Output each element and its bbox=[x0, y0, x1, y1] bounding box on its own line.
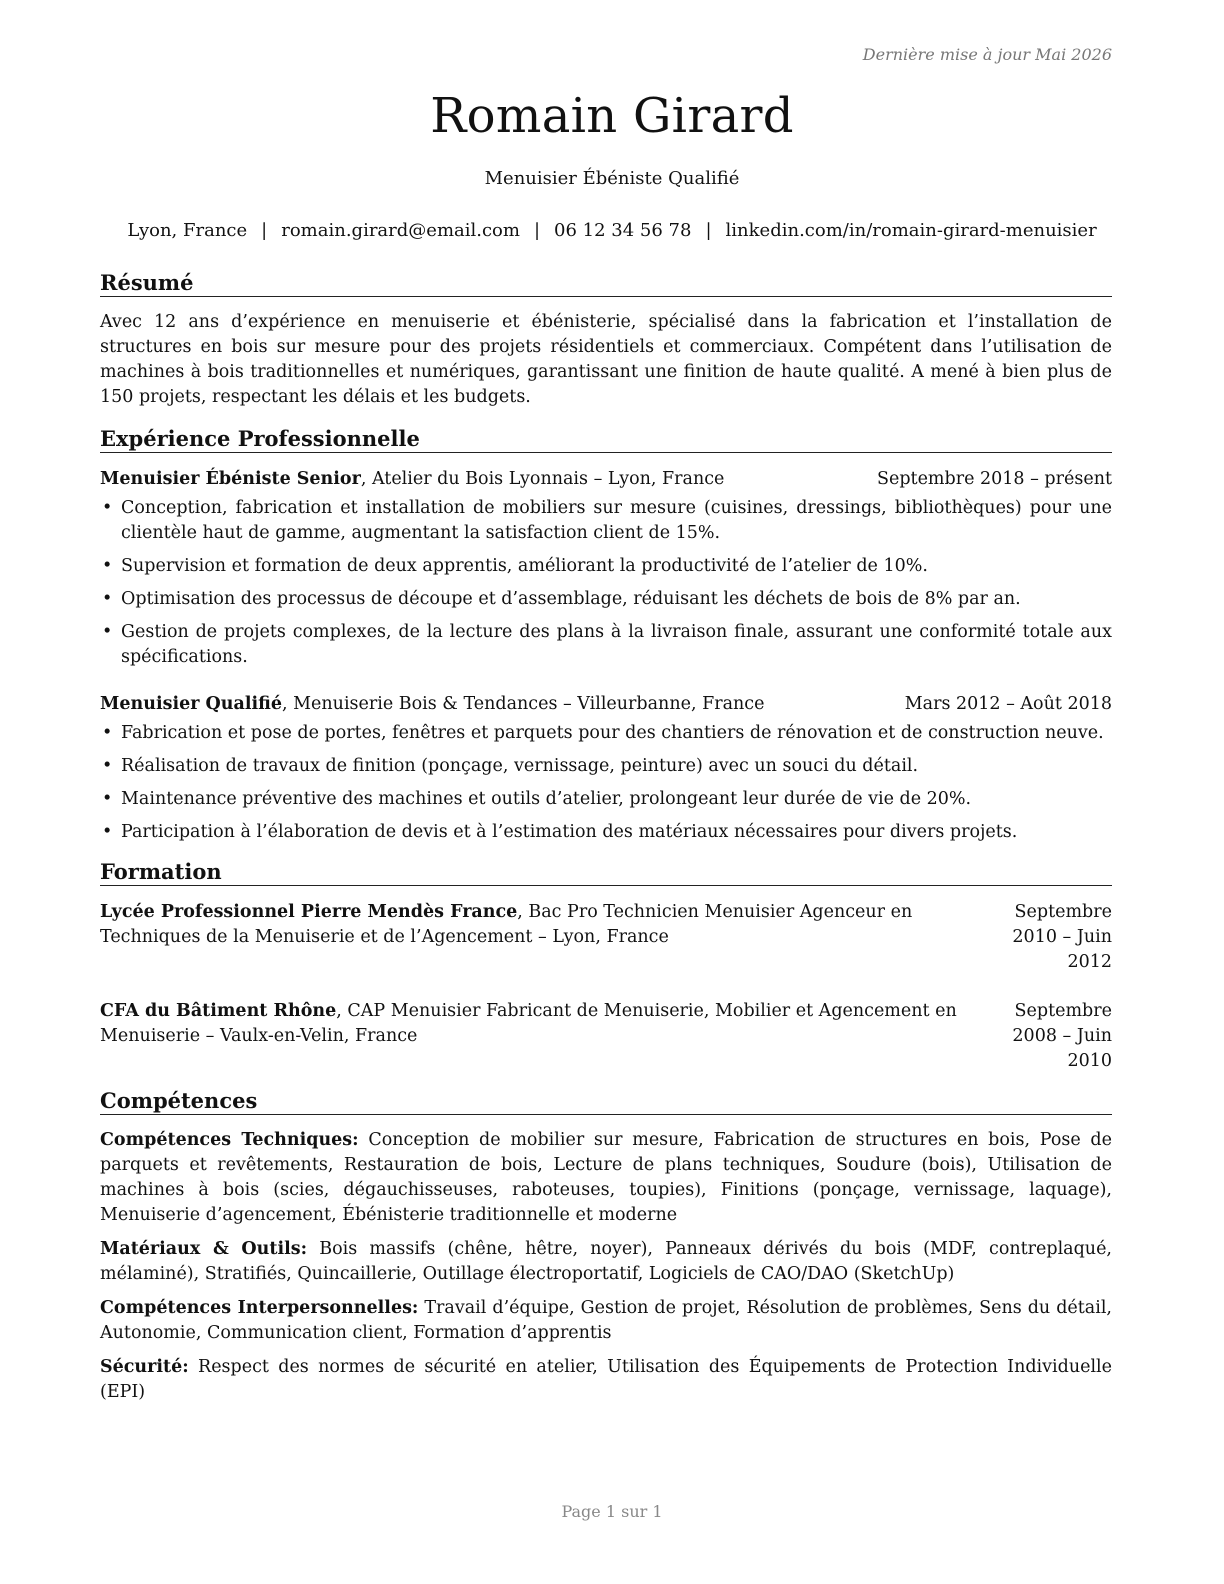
contact-separator: | bbox=[705, 220, 712, 241]
job-bullet: • Fabrication et pose de portes, fenêtres et parquets pour des chantiers de rénovation et de construction neuve. bbox=[100, 721, 1112, 746]
section-title-summary: Résumé bbox=[100, 270, 1112, 297]
skill-label: Matériaux & Outils: bbox=[100, 1239, 308, 1259]
job-header bbox=[100, 467, 1112, 492]
job-entry bbox=[100, 692, 1112, 845]
job-company: , Menuiserie Bois & Tendances – Villeurbanne, France bbox=[282, 694, 765, 714]
section-title-education: Formation bbox=[100, 859, 1112, 886]
job-bullet: • Maintenance préventive des machines et outils d’atelier, prolongeant leur durée de vie de 20%. bbox=[100, 787, 1112, 812]
job-bullet: • Réalisation de travaux de finition (ponçage, vernissage, peinture) avec un souci du détail. bbox=[100, 754, 1112, 779]
section-title-experience: Expérience Professionnelle bbox=[100, 426, 1112, 453]
contact-linkedin[interactable]: linkedin.com/in/romain-girard-menuisier bbox=[725, 220, 1097, 241]
job-dates: Septembre 2018 – présent bbox=[877, 469, 1112, 489]
candidate-headline: Menuisier Ébéniste Qualifié bbox=[484, 168, 740, 189]
skill-group bbox=[100, 1355, 1112, 1405]
education-details: , CAP Menuisier Fabricant de Menuiserie, Mobilier et Agencement en Menuiserie – Vaulx-en-Velin, France bbox=[100, 1001, 957, 1046]
job-company: , Atelier du Bois Lyonnais – Lyon, France bbox=[360, 469, 725, 489]
skill-text: Conception de mobilier sur mesure, Fabrication de structures en bois, Pose de parquets et revêtements, Restauration de bois, Lecture de plans techniques, Soudure (bois), Utilisation de machines à bois (scies, dégauchisseuses, raboteuses, toupies), Finitions (ponçage, vernissage, laquage), Menuiserie d’agencement, Ébénisterie traditionnelle et moderne bbox=[100, 1130, 1112, 1225]
skill-group bbox=[100, 1128, 1112, 1228]
contact-email[interactable]: romain.girard@email.com bbox=[281, 220, 520, 241]
skill-text: Travail d’équipe, Gestion de projet, Résolution de problèmes, Sens du détail, Autonomie, Communication client, Formation d’apprentis bbox=[100, 1298, 1112, 1343]
job-bullets bbox=[100, 721, 1112, 845]
education-section bbox=[100, 859, 1112, 1074]
job-bullets bbox=[100, 496, 1112, 670]
contact-separator: | bbox=[533, 220, 541, 241]
skills-section bbox=[100, 1088, 1112, 1405]
job-role: Menuisier Qualifié bbox=[100, 694, 283, 714]
skill-label: Sécurité: bbox=[100, 1357, 189, 1377]
education-entry bbox=[100, 900, 1112, 975]
contact-phone: 06 12 34 56 78 bbox=[554, 220, 692, 241]
job-header bbox=[100, 692, 1112, 717]
job-bullet: • Conception, fabrication et installation de mobiliers sur mesure (cuisines, dressings, bibliothèques) pour une clientèle haut de gamme, augmentant la satisfaction client de 15%. bbox=[100, 496, 1112, 546]
education-school: Lycée Professionnel Pierre Mendès France bbox=[100, 902, 518, 922]
last-updated: Dernière mise à jour Mai 2026 bbox=[862, 45, 1112, 64]
job-entry bbox=[100, 467, 1112, 670]
summary-section bbox=[100, 270, 1112, 410]
section-title-skills: Compétences bbox=[100, 1088, 1112, 1115]
skill-text: Respect des normes de sécurité en atelier, Utilisation des Équipements de Protection Individuelle (EPI) bbox=[100, 1357, 1112, 1402]
contact-line bbox=[0, 220, 1224, 241]
skill-text: Bois massifs (chêne, hêtre, noyer), Panneaux dérivés du bois (MDF, contreplaqué, mélaminé), Stratifiés, Quincaillerie, Outillage électroportatif, Logiciels de CAO/DAO (SketchUp) bbox=[100, 1239, 1112, 1284]
skill-label: Compétences Interpersonnelles: bbox=[100, 1298, 419, 1318]
summary-text: Avec 12 ans d’expérience en menuiserie et ébénisterie, spécialisé dans la fabrication et l’installation de structures en bois sur mesure pour des projets résidentiels et commerciaux. Compétent dans l’utilisation de machines à bois traditionnelles et numériques, garantissant une finition de haute qualité. A mené à bien plus de 150 projets, respectant les délais et les budgets. bbox=[100, 312, 1112, 407]
education-school: CFA du Bâtiment Rhône bbox=[100, 1001, 337, 1021]
job-dates: Mars 2012 – Août 2018 bbox=[904, 694, 1112, 714]
contact-location: Lyon, France bbox=[127, 220, 248, 241]
job-bullet: • Supervision et formation de deux apprentis, améliorant la productivité de l’atelier de 10%. bbox=[100, 554, 1112, 579]
job-role: Menuisier Ébéniste Senior bbox=[100, 469, 361, 489]
experience-section bbox=[100, 426, 1112, 845]
education-dates: Septembre 2010 – Juin 2012 bbox=[1012, 902, 1112, 972]
education-dates: Septembre 2008 – Juin 2010 bbox=[1012, 1001, 1112, 1071]
job-bullet: • Participation à l’élaboration de devis et à l’estimation des matériaux nécessaires pour divers projets. bbox=[100, 820, 1112, 845]
skill-group bbox=[100, 1237, 1112, 1287]
skill-group bbox=[100, 1296, 1112, 1346]
education-details: , Bac Pro Technicien Menuisier Agenceur en Techniques de la Menuiserie et de l’Agencement – Lyon, France bbox=[100, 902, 913, 947]
job-bullet: • Gestion de projets complexes, de la lecture des plans à la livraison finale, assurant une conformité totale aux spécifications. bbox=[100, 620, 1112, 670]
candidate-name: Romain Girard bbox=[430, 88, 794, 144]
contact-separator: | bbox=[261, 220, 268, 241]
job-bullet: • Optimisation des processus de découpe et d’assemblage, réduisant les déchets de bois de 8% par an. bbox=[100, 587, 1112, 612]
page-number: Page 1 sur 1 bbox=[561, 1502, 663, 1521]
resume-content bbox=[100, 270, 1112, 1405]
skill-label: Compétences Techniques: bbox=[100, 1130, 359, 1150]
education-entry bbox=[100, 999, 1112, 1074]
